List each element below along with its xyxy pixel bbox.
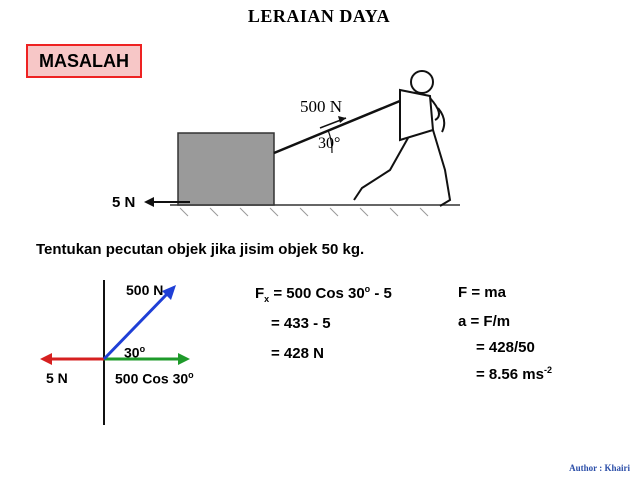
- pull-illustration: [100, 60, 480, 240]
- vector-angle-label: 30$^o$: [124, 344, 146, 361]
- vector-component-label: 500 Cos 30$^o$: [115, 370, 194, 387]
- person: [354, 71, 450, 206]
- page-title: LERAIAN DAYA: [247, 6, 391, 26]
- a-line-4: = 8.56 $ms^{-2}$: [476, 365, 552, 383]
- problem-badge-label: MASALAH: [39, 50, 129, 71]
- fx-line-1: $F_x = 500$ Cos 30$^o$ - 5: [255, 284, 392, 304]
- vector-pull-label: 500 N: [126, 282, 164, 298]
- fx-line-3: = 428 N: [271, 345, 324, 362]
- fx-line-2: = 433 - 5: [271, 315, 331, 332]
- question-text: Tentukan pecutan objek jika jisim objek 50 kg.: [36, 241, 365, 258]
- vector-friction-label: 5 N: [46, 370, 68, 386]
- a-line-2: a = F/m: [458, 313, 511, 330]
- box: [178, 133, 274, 205]
- ground: [170, 205, 460, 216]
- author-credit: Author : Khairi: [569, 463, 630, 473]
- a-line-3: = 428/50: [476, 339, 535, 356]
- illustration-angle-label: 30°: [318, 135, 341, 152]
- a-line-1: F = ma: [458, 284, 506, 301]
- illustration-force-label: 500 N: [300, 97, 343, 116]
- illustration-friction-label: 5 N: [112, 194, 136, 211]
- rope: [274, 96, 412, 153]
